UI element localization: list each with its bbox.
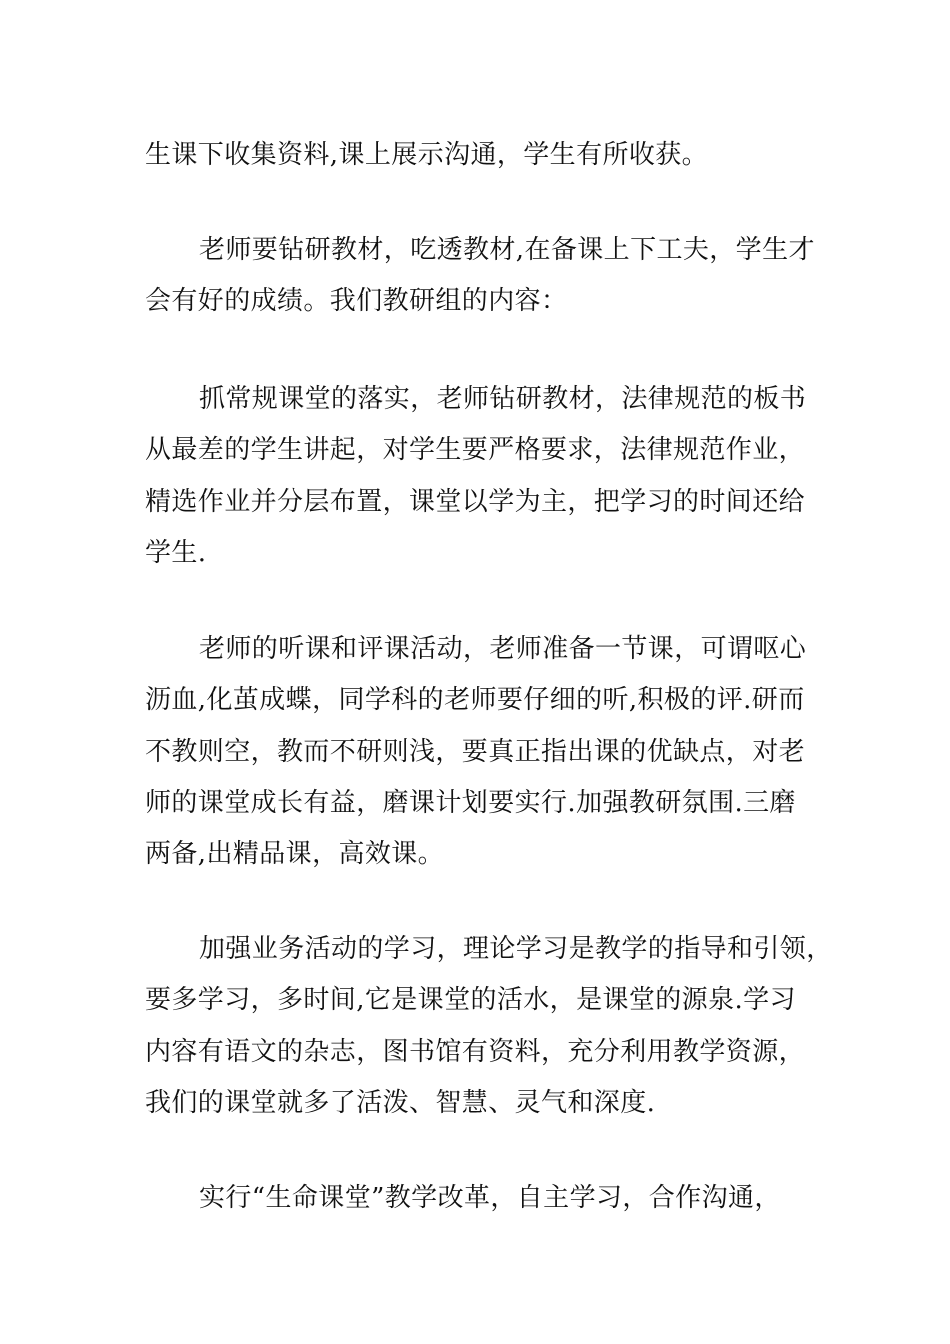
text-line: 我们的课堂就多了活泼、智慧、灵气和深度.	[145, 1087, 656, 1118]
paragraph-classroom-routine	[145, 374, 810, 579]
text-line: 精选作业并分层布置，课堂以学为主，把学习的时间还给	[145, 486, 806, 517]
text-line: 实行“生命课堂”教学改革，自主学习，合作沟通，	[199, 1183, 781, 1213]
text-line: 生课下收集资料,课上展示沟通，学生有所收获。	[145, 140, 709, 170]
text-line: 从最差的学生讲起，对学生要严格要求，法律规范作业，	[145, 435, 806, 466]
text-line: 内容有语文的杂志，图书馆有资料，充分利用教学资源，	[145, 1036, 806, 1067]
text-line: 会有好的成绩。我们教研组的内容：	[145, 286, 568, 317]
text-line: 加强业务活动的学习，理论学习是教学的指导和引领，	[199, 934, 833, 964]
text-line: 不教则空，教而不研则浅，要真正指出课的优缺点，对老	[145, 736, 806, 767]
paragraph-teaching-materials	[145, 225, 815, 328]
text-line: 两备,出精品课，高效课。	[145, 839, 445, 870]
paragraph-continuation	[145, 130, 810, 181]
text-line: 老师的听课和评课活动，老师准备一节课，可谓呕心	[199, 634, 807, 664]
paragraph-lesson-evaluation	[145, 624, 810, 880]
text-line: 师的课堂成长有益，磨课计划要实行.加强教研氛围.三磨	[145, 787, 796, 818]
text-line: 学生.	[145, 537, 207, 568]
text-line: 抓常规课堂的落实，老师钻研教材，法律规范的板书	[199, 384, 807, 414]
paragraph-professional-learning	[145, 924, 833, 1129]
text-line: 老师要钻研教材，吃透教材,在备课上下工夫，学生才	[199, 235, 815, 265]
text-line: 沥血,化茧成蝶，同学科的老师要仔细的听,积极的评.研而	[145, 685, 805, 716]
text-line: 要多学习，多时间,它是课堂的活水，是课堂的源泉.学习	[145, 985, 796, 1016]
paragraph-life-classroom-reform	[145, 1173, 810, 1224]
